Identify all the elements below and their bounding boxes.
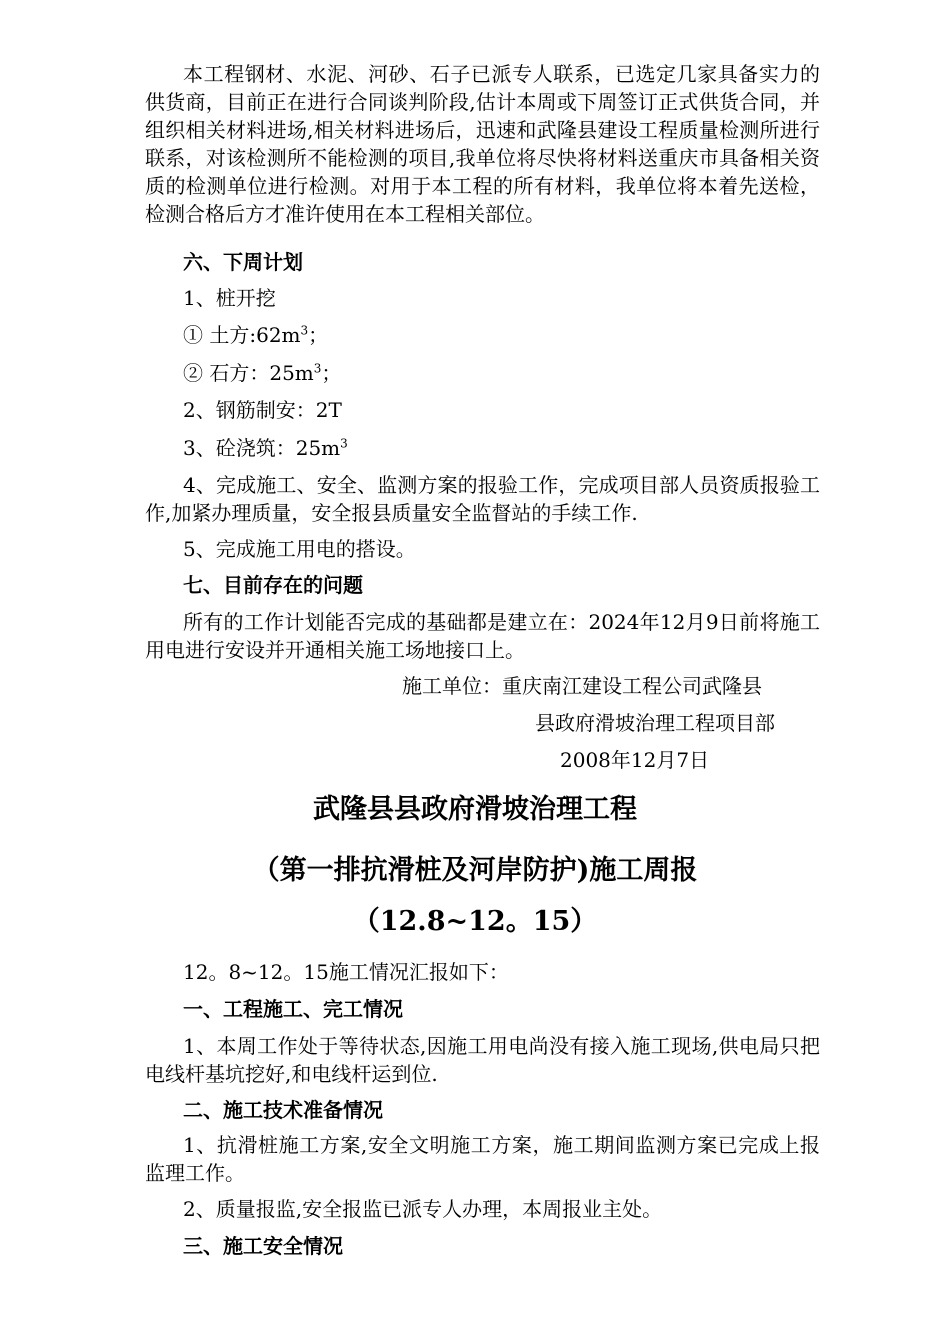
section-3-heading: 三、施工安全情况 bbox=[183, 1234, 343, 1258]
signature-department: 县政府滑坡治理工程项目部 bbox=[535, 711, 775, 735]
plan-item-1b-sup: 3 bbox=[313, 361, 322, 376]
signature-date: 2008年12月7日 bbox=[560, 748, 710, 772]
plan-item-3-text: 3、砼浇筑：25m bbox=[183, 436, 341, 460]
signature-unit: 施工单位：重庆南江建设工程公司武隆县 bbox=[402, 674, 762, 698]
plan-item-5: 5、完成施工用电的搭设。 bbox=[183, 537, 416, 561]
plan-item-1b-text: ② 石方：25m bbox=[183, 361, 314, 385]
plan-item-3 bbox=[145, 434, 820, 462]
plan-item-1a-sup: 3 bbox=[300, 323, 309, 338]
plan-item-2: 2、钢筋制安：2T bbox=[183, 398, 342, 422]
section-6-heading: 六、下周计划 bbox=[183, 250, 303, 274]
section-7-heading: 七、目前存在的问题 bbox=[183, 573, 363, 597]
report-intro: 12。8~12。15施工情况汇报如下： bbox=[183, 960, 509, 984]
plan-item-1: 1、桩开挖 bbox=[183, 286, 276, 310]
plan-item-1a bbox=[145, 321, 820, 349]
report-subtitle: （第一排抗滑桩及河岸防护)施工周报 bbox=[252, 855, 698, 886]
section-2-item-1: 1、抗滑桩施工方案,安全文明施工方案，施工期间监测方案已完成上报监理工作。 bbox=[145, 1133, 820, 1185]
plan-item-1b bbox=[145, 359, 820, 387]
section-1-item-1: 1、本周工作处于等待状态,因施工用电尚没有接入施工现场,供电局只把电线杆基坑挖好,和电线杆运到位. bbox=[145, 1034, 820, 1086]
plan-item-1a-text: ① 土方:62m bbox=[183, 323, 301, 347]
section-1-heading: 一、工程施工、完工情况 bbox=[183, 997, 403, 1021]
plan-item-4: 4、完成施工、安全、监测方案的报验工作，完成项目部人员资质报验工作,加紧办理质量，安全报县质量安全监督站的手续工作. bbox=[145, 473, 820, 525]
report-title: 武隆县县政府滑坡治理工程 bbox=[313, 794, 637, 825]
problem-paragraph: 所有的工作计划能否完成的基础都是建立在：2024年12月9日前将施工用电进行安设并开通相关施工场地接口上。 bbox=[145, 610, 820, 662]
plan-item-1b-tail: ； bbox=[321, 361, 342, 385]
section-2-item-2: 2、质量报监,安全报监已派专人办理，本周报业主处。 bbox=[183, 1197, 663, 1221]
plan-item-1a-tail: ； bbox=[308, 323, 329, 347]
plan-item-3-sup: 3 bbox=[340, 436, 348, 451]
materials-paragraph: 本工程钢材、水泥、河砂、石子已派专人联系，已选定几家具备实力的供货商，目前正在进行合同谈判阶段,估计本周或下周签订正式供货合同，并组织相关材料进场,相关材料进场后，迅速和武隆县建设工程质量检测所进行联系，对该检测所不能检测的项目,我单位将尽快将材料送重庆市具备相关资质的检测单位进行检测。对用于本工程的所有材料，我单位将本着先送检，检测合格后方才准许使用在本工程相关部位。 bbox=[145, 62, 820, 226]
section-2-heading: 二、施工技术准备情况 bbox=[183, 1098, 383, 1122]
report-date-range: （12.8~12。15） bbox=[352, 906, 598, 937]
